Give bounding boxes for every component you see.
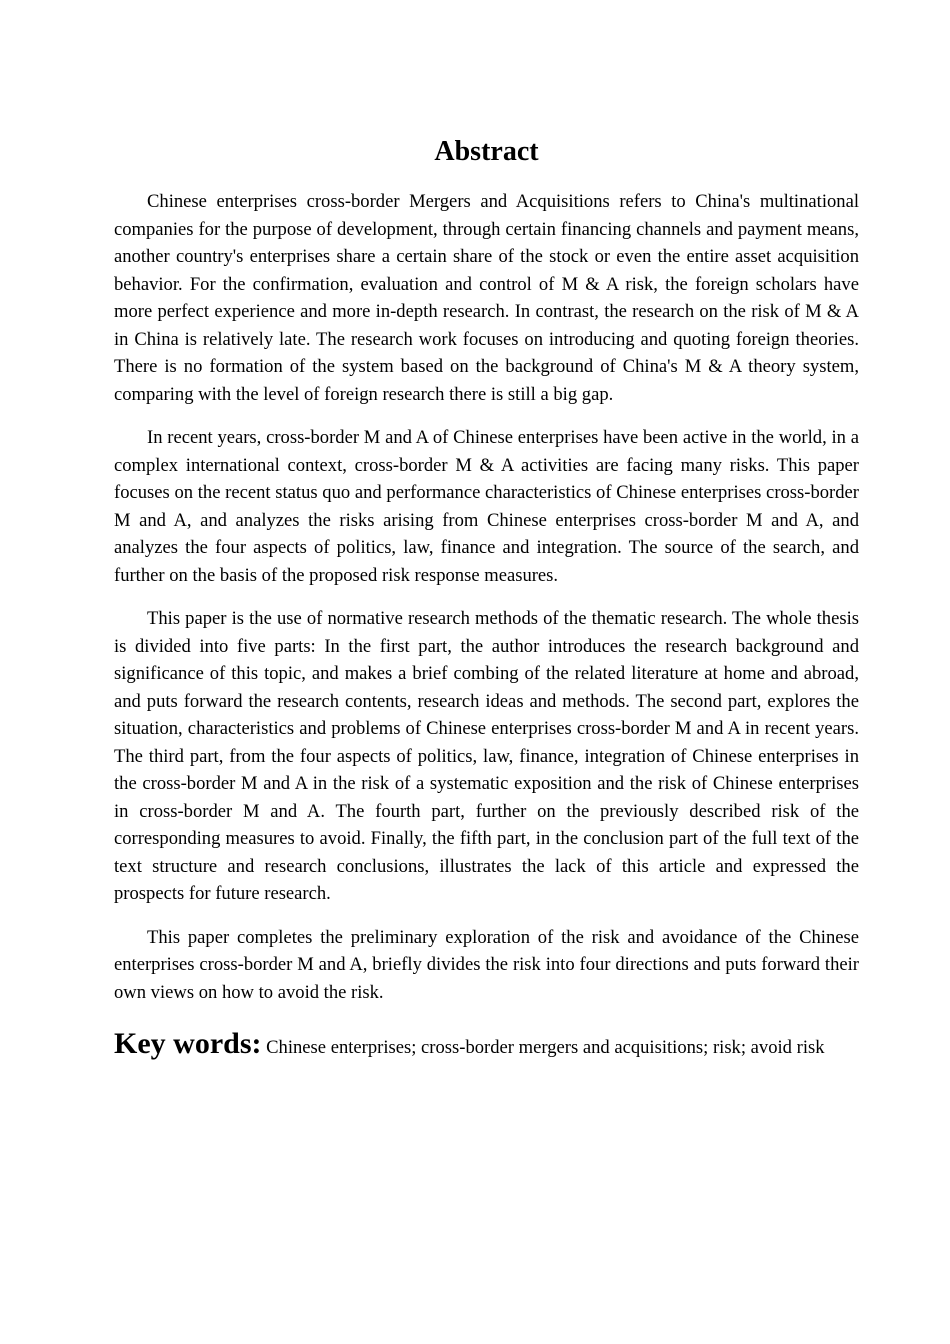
abstract-paragraph-4: This paper completes the preliminary exploration of the risk and avoidance of the Chinese enterprises cross-border M and A, briefly divides the risk into four directions and puts forward their own views on how to avoid the risk.	[114, 926, 859, 1003]
abstract-paragraph-3: This paper is the use of normative research methods of the thematic research. The whole thesis is divided into five parts: In the first part, the author introduces the research background and significance of this topic, and makes a brief combing of the related literature at home and abroad, and puts forward the research contents, research ideas and methods. The second part, explores the situation, characteristics and problems of Chinese enterprises cross-border M and A in recent years. The third part, from the four aspects of politics, law, finance, integration of Chinese enterprises in the cross-border M and A in the risk of a systematic exposition and the risk of Chinese enterprises in cross-border M and A. The fourth part, further on the previously described risk of the corresponding measures to avoid. Finally, the fifth part, in the conclusion part of the full text of the text structure and research conclusions, illustrates the lack of this article and expressed the prospects for future research.	[114, 608, 859, 904]
abstract-page	[114, 134, 859, 1064]
keywords-label: Key words:	[114, 1027, 262, 1060]
keywords-text: Chinese enterprises; cross-border mergers and acquisitions; risk; avoid risk	[266, 1037, 825, 1058]
page-title: Abstract	[434, 136, 539, 167]
abstract-paragraph-1: Chinese enterprises cross-border Mergers and Acquisitions refers to China's multinational companies for the purpose of development, through certain financing channels and payment means, another country's enterprises share a certain share of the stock or even the entire asset acquisition behavior. For the confirmation, evaluation and control of M & A risk, the foreign scholars have more perfect experience and more in-depth research. In contrast, the research on the risk of M & A in China is relatively late. The research work focuses on introducing and quoting foreign theories. There is no formation of the system based on the background of China's M & A theory system, comparing with the level of foreign research there is still a big gap.	[114, 191, 859, 405]
abstract-paragraph-2: In recent years, cross-border M and A of Chinese enterprises have been active in the world, in a complex international context, cross-border M & A activities are facing many risks. This paper focuses on the recent status quo and performance characteristics of Chinese enterprises cross-border M and A, and analyzes the risks arising from Chinese enterprises cross-border M and A, and analyzes the four aspects of politics, law, finance and integration. The source of the search, and further on the basis of the proposed risk response measures.	[114, 427, 859, 586]
keywords-line	[114, 1028, 859, 1064]
